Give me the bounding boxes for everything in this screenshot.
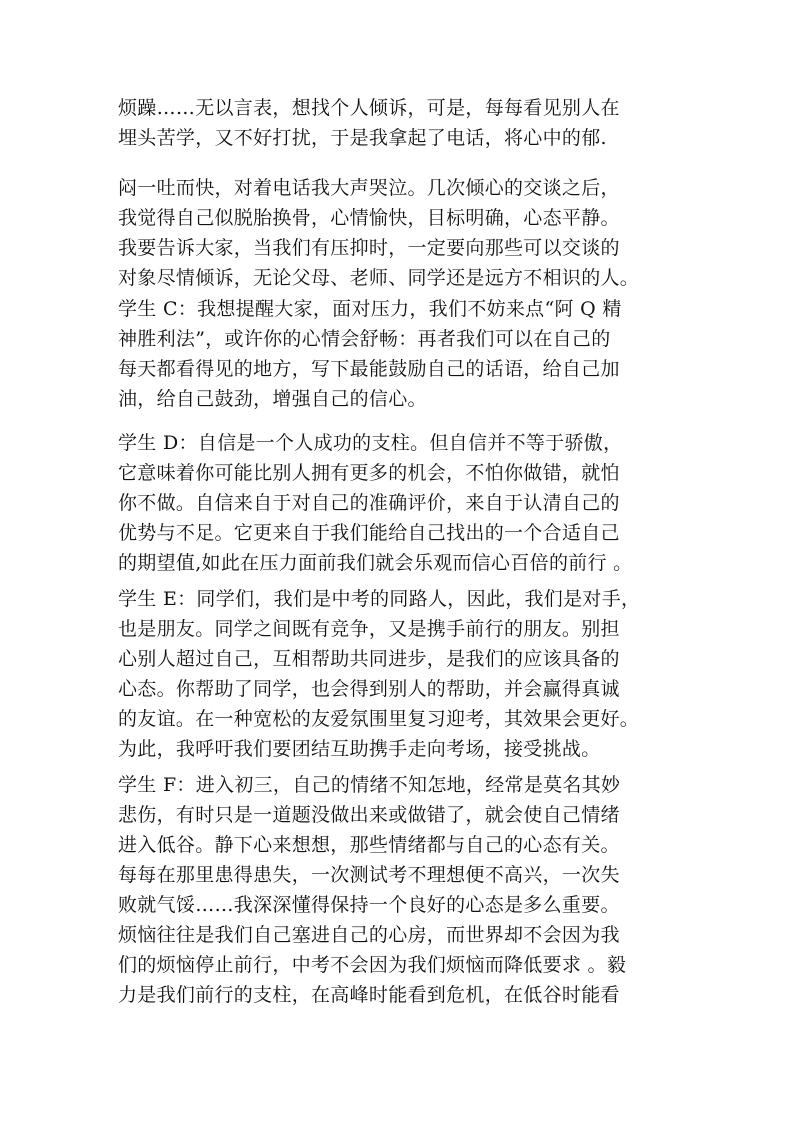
paragraph-line: 学生 F：进入初三，自己的情绪不知怎地，经常是莫名其妙 (118, 774, 621, 796)
paragraph-line: 你不做。自信来自于对自己的准确评价，来自于认清自己的 (118, 492, 620, 514)
paragraph-line: 学生 C：我想提醒大家，面对压力，我们不妨来点“阿 Q 精 (118, 298, 622, 320)
paragraph-line: 心别人超过自己，互相帮助共同进步，是我们的应该具备的 (118, 648, 620, 670)
paragraph-line: 我要告诉大家，当我们有压抑时，一定要向那些可以交谈的 (118, 237, 620, 259)
paragraph-line: 学生 D：自信是一个人成功的支柱。但自信并不等于骄傲， (118, 432, 623, 454)
paragraph-line: 的友谊。在一种宽松的友爱氛围里复习迎考，其效果会更好。 (118, 708, 640, 730)
paragraph-line: 力是我们前行的支柱，在高峰时能看到危机，在低谷时能看 (118, 984, 620, 1006)
paragraph-line: 油，给自己鼓劲，增强自己的信心。 (118, 388, 427, 410)
paragraph-line: 的期望值,如此在压力面前我们就会乐观而信心百倍的前行 。 (118, 552, 633, 574)
paragraph-3 (118, 294, 678, 414)
paragraph-line: 也是朋友。同学之间既有竞争，又是携手前行的朋友。别担 (118, 618, 620, 640)
paragraph-line: 埋头苦学，又不好打扰，于是我拿起了电话，将心中的郁. (118, 127, 607, 149)
paragraph-line: 为此，我呼吁我们要团结互助携手走向考场，接受挑战。 (118, 738, 601, 760)
paragraph-line: 烦躁……无以言表，想找个人倾诉，可是，每每看见别人在 (118, 97, 620, 119)
paragraph-line: 闷一吐而快，对着电话我大声哭泣。几次倾心的交谈之后， (118, 177, 620, 199)
paragraph-line: 进入低谷。静下心来想想，那些情绪都与自己的心态有关。 (118, 834, 620, 856)
paragraph-line: 优势与不足。它更来自于我们能给自己找出的一个合适自己 (118, 522, 620, 544)
paragraph-2 (118, 173, 678, 293)
paragraph-line: 对象尽情倾诉，无论父母、老师、同学还是远方不相识的人。 (118, 267, 640, 289)
paragraph-line: 败就气馁……我深深懂得保持一个良好的心态是多么重要。 (118, 894, 620, 916)
paragraph-line: 每天都看得见的地方，写下最能鼓励自己的话语，给自己加 (118, 358, 620, 380)
paragraph-line: 们的烦恼停止前行，中考不会因为我们烦恼而降低要求 。毅 (118, 954, 627, 976)
paragraph-5 (118, 584, 678, 764)
paragraph-line: 学生 E：同学们，我们是中考的同路人，因此，我们是对手， (118, 588, 641, 610)
paragraph-1 (118, 93, 678, 153)
paragraph-line: 我觉得自己似脱胎换骨，心情愉快，目标明确，心态平静。 (118, 207, 620, 229)
paragraph-line: 神胜利法”，或许你的心情会舒畅：再者我们可以在自己的 (118, 328, 611, 350)
paragraph-line: 心态。你帮助了同学，也会得到别人的帮助，并会赢得真诚 (118, 678, 620, 700)
paragraph-4 (118, 428, 678, 578)
paragraph-6 (118, 770, 678, 1010)
paragraph-line: 烦恼往往是我们自己塞进自己的心房，而世界却不会因为我 (118, 924, 620, 946)
paragraph-line: 它意味着你可能比别人拥有更多的机会，不怕你做错，就怕 (118, 462, 620, 484)
paragraph-line: 每每在那里患得患失，一次测试考不理想便不高兴，一次失 (118, 864, 620, 886)
paragraph-line: 悲伤，有时只是一道题没做出来或做错了，就会使自己情绪 (118, 804, 620, 826)
